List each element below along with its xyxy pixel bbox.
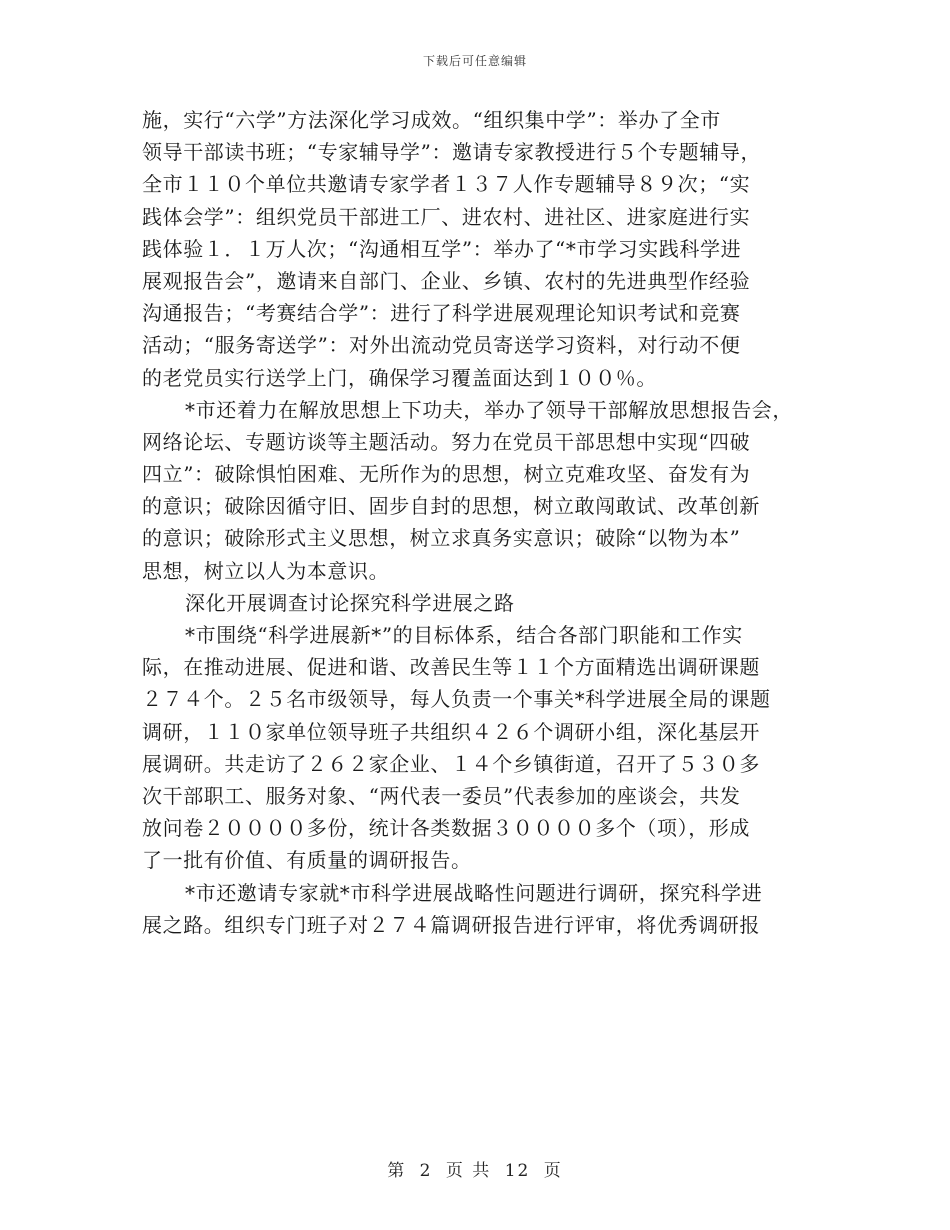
text-line: 沟通报告；“考赛结合学”：进行了科学进展观理论知识考试和竞赛 <box>142 301 741 326</box>
text-line: ２７４个。２５名市级领导，每人负责一个事关*科学进展全局的课题 <box>142 687 771 712</box>
text-line: 活动；“服务寄送学”：对外出流动党员寄送学习资料，对行动不便 <box>142 333 741 358</box>
paragraph-start-line: *市围绕“科学进展新*”的目标体系，结合各部门职能和工作实 <box>185 623 743 647</box>
text-line: 际，在推动进展、促进和谐、改善民生等１１个方面精选出调研课题 <box>142 655 760 680</box>
text-line: 展之路。组织专门班子对２７４篇调研报告进行评审，将优秀调研报 <box>142 912 760 937</box>
text-line: 四立”：破除惧怕困难、无所作为的思想，树立克难攻坚、奋发有为 <box>142 462 751 487</box>
text-line: 放问卷２００００多份，统计各类数据３００００多个（项），形成 <box>142 816 750 841</box>
total-pages: 12 <box>504 1161 531 1181</box>
text-line: 展观报告会”，邀请来自部门、企业、乡镇、农村的先进典型作经验 <box>142 268 751 293</box>
text-line: 领导干部读书班；“专家辅导学”：邀请专家教授进行５个专题辅导， <box>142 140 762 165</box>
text-line: 的意识；破除因循守旧、固步自封的思想，树立敢闯敢试、改革创新 <box>142 494 760 519</box>
text-line: 的意识；破除形式主义思想，树立求真务实意识；破除“以物为本” <box>142 526 741 551</box>
text-line: 网络论坛、专题访谈等主题活动。努力在党员干部思想中实现“四破 <box>142 429 751 454</box>
paragraph-start-line: *市还邀请专家就*市科学进展战略性问题进行调研，探究科学进 <box>185 880 763 905</box>
page-footer <box>0 1156 950 1181</box>
text-line: 践体会学”：组织党员干部进工厂、进农村、进社区、进家庭进行实 <box>142 204 751 229</box>
text-line: 的老党员实行送学上门，确保学习覆盖面达到１００％。 <box>142 365 657 390</box>
text-line: 调研，１１０家单位领导班子共组织４２６个调研小组，深化基层开 <box>142 719 760 744</box>
footer-suffix: 页 <box>543 1161 563 1181</box>
paragraph-start-line: *市还着力在解放思想上下功夫，举办了领导干部解放思想报告会， <box>185 397 793 422</box>
text-line: 全市１１０个单位共邀请专家学者１３７人作专题辅导８９次；“实 <box>142 172 751 197</box>
text-line: 践体验１．１万人次；“沟通相互学”：举办了“*市学习实践科学进 <box>142 236 742 261</box>
document-body <box>142 104 822 941</box>
text-line: 思想，树立以人为本意识。 <box>142 558 390 583</box>
text-line: 施，实行“六学”方法深化学习成效。“组织集中学”：举办了全市 <box>142 108 721 132</box>
footer-middle: 页 共 <box>445 1161 492 1181</box>
page-number: 2 <box>419 1161 433 1181</box>
text-line: 展调研。共走访了２６２家企业、１４个乡镇街道，召开了５３０多 <box>142 751 760 776</box>
section-heading: 深化开展调查讨论探究科学进展之路 <box>185 590 515 615</box>
text-line: 了一批有价值、有质量的调研报告。 <box>142 848 472 873</box>
page-header: 下载后可任意编辑 <box>422 54 527 68</box>
text-line: 次干部职工、服务对象、“两代表一委员”代表参加的座谈会，共发 <box>142 783 741 808</box>
footer-prefix: 第 <box>387 1161 407 1181</box>
